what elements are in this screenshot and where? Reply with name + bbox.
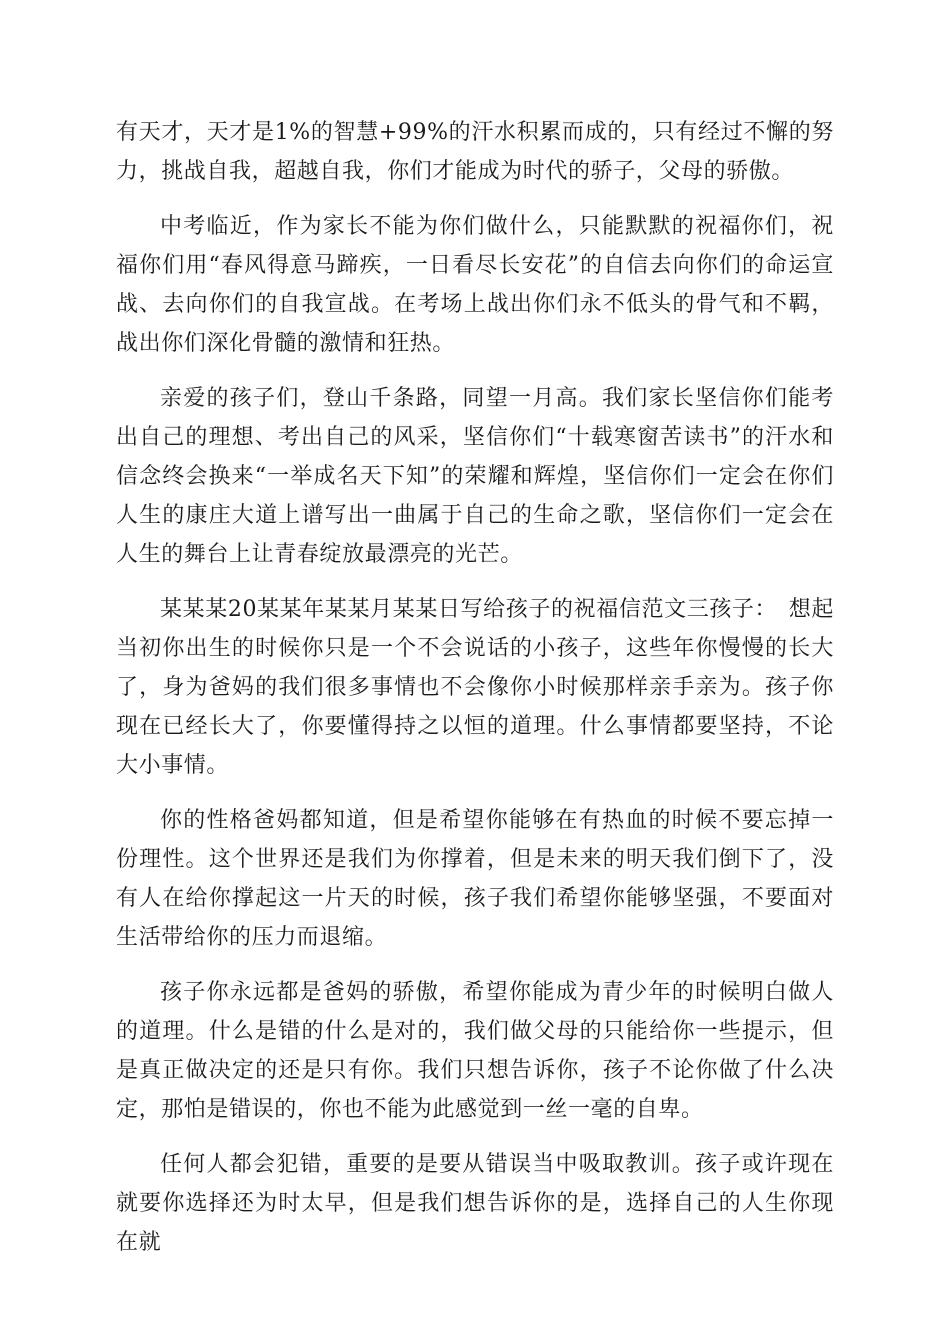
paragraph-7: 任何人都会犯错，重要的是要从错误当中吸取教训。孩子或许现在就要你选择还为时太早，但是我们想告诉你的是，选择自己的人生你现在就 [116,1152,834,1255]
paragraph-1: 有天才，天才是1%的智慧+99%的汗水积累而成的，只有经过不懈的努力，挑战自我，超越自我，你们才能成为时代的骄子，父母的骄傲。 [116,120,834,184]
paragraph-6: 孩子你永远都是爸妈的骄傲，希望你能成为青少年的时候明白做人的道理。什么是错的什么是对的，我们做父母的只能给你一些提示，但是真正做决定的还是只有你。我们只想告诉你，孩子不论你做了什么决定，那怕是错误的，你也不能为此感觉到一丝一毫的自卑。 [116,980,834,1122]
paragraph-5: 你的性格爸妈都知道，但是希望你能够在有热血的时候不要忘掉一份理性。这个世界还是我们为你撑着，但是未来的明天我们倒下了，没有人在给你撑起这一片天的时候，孩子我们希望你能够坚强，不要面对生活带给你的压力而退缩。 [116,808,834,950]
paragraph-3: 亲爱的孩子们，登山千条路，同望一月高。我们家长坚信你们能考出自己的理想、考出自己的风采，坚信你们“十载寒窗苦读书”的汗水和信念终会换来“一举成名天下知”的荣耀和辉煌，坚信你们一定会在你们人生的康庄大道上谱写出一曲属于自己的生命之歌，坚信你们一定会在人生的舞台上让青春绽放最漂亮的光芒。 [116,386,834,567]
paragraph-2: 中考临近，作为家长不能为你们做什么，只能默默的祝福你们，祝福你们用“春风得意马蹄疾，一日看尽长安花”的自信去向你们的命运宣战、去向你们的自我宣战。在考场上战出你们永不低头的骨气和不羁，战出你们深化骨髓的激情和狂热。 [116,214,834,356]
document-body [116,113,834,1278]
paragraph-4: 某某某20某某年某某月某某日写给孩子的祝福信范文三孩子： 想起当初你出生的时候你只是一个不会说话的小孩子，这些年你慢慢的长大了，身为爸妈的我们很多事情也不会像你小时候那样亲手亲为。孩子你现在已经长大了，你要懂得持之以恒的道理。什么事情都要坚持，不论大小事情。 [116,597,834,778]
